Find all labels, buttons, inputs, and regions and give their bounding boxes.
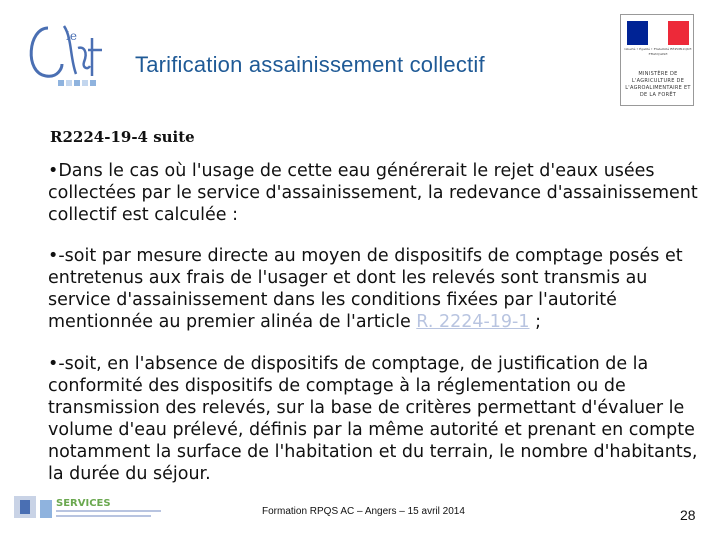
paragraph-2-text: •-soit par mesure directe au moyen de dispositifs de comptage posés et entretenus aux frais de l'usager et dont les relevés sont transmis au service d'assainissement dans les conditions fixées par l'autorité mentionnée au premier alinéa de l'article <box>48 246 683 332</box>
footer-text: Formation RPQS AC – Angers – 15 avril 2014 <box>262 506 465 517</box>
french-flag-icon <box>627 21 689 45</box>
services-logo-text: SERVICES <box>56 498 111 509</box>
paragraph-3: •-soit, en l'absence de dispositifs de comptage, de justification de la conformité des dispositifs de comptage à la réglementation ou de transmission des relevés, sur la base de critères permettant d'évaluer le volume d'eau prélevé, définis par la même autorité et prenant en compte notamment la surface de l'habitation et du terrain, le nombre d'habitants, la durée du séjour. <box>48 354 698 484</box>
ministry-logo <box>620 14 694 106</box>
ministry-motto: Liberté • Égalité • Fraternité RÉPUBLIQUE FRANÇAISE <box>624 47 692 56</box>
slide-subtitle: R2224-19-4 suite <box>50 128 195 146</box>
paragraph-2 <box>48 245 708 333</box>
cnfpt-logo <box>18 18 118 98</box>
slide-title: Tarification assainissement collectif <box>135 52 485 77</box>
paragraph-1: •Dans le cas où l'usage de cette eau générerait le rejet d'eaux usées collectées par le service d'assainissement, la redevance d'assainissement collectif est calculée : <box>48 161 698 225</box>
paragraph-2-end: ; <box>529 312 541 332</box>
services-logo <box>14 494 169 524</box>
logo-le-text: le <box>66 29 77 43</box>
page-number: 28 <box>680 507 696 523</box>
ministry-name: MINISTÈRE DE L'AGRICULTURE DE L'AGROALIMENTAIRE ET DE LA FORÊT <box>625 71 691 98</box>
article-link[interactable]: R. 2224-19-1 <box>416 312 530 332</box>
